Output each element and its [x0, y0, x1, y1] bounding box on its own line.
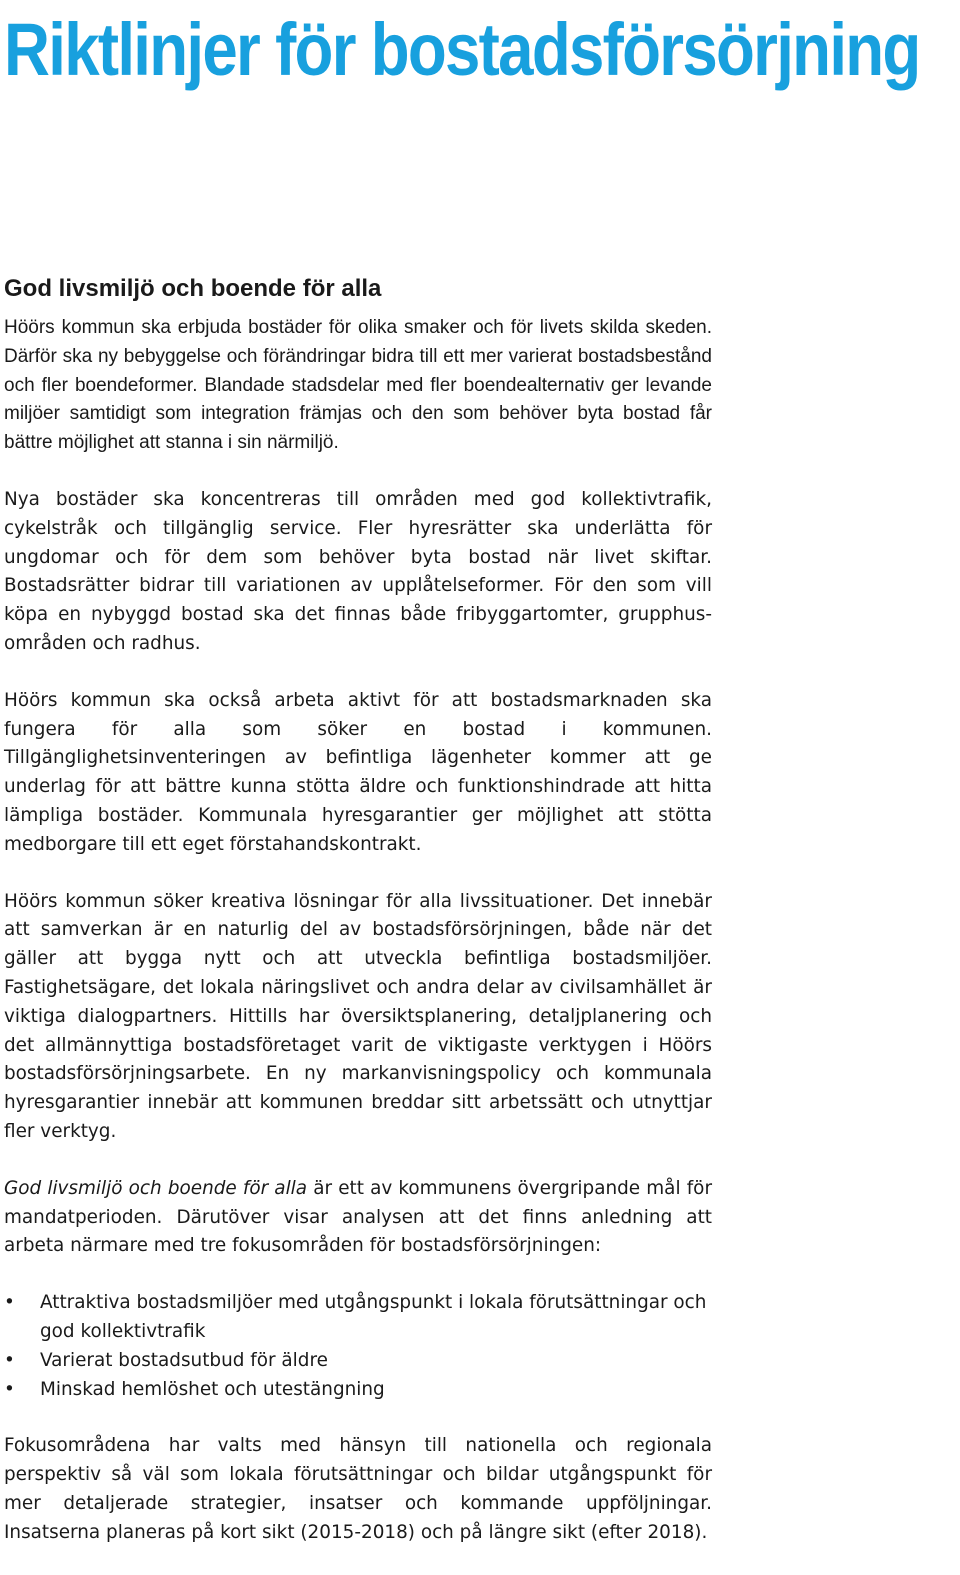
list-item-text: Minskad hemlöshet och utestängning: [40, 1378, 385, 1400]
document-body: [4, 270, 712, 1575]
bullet-icon: •: [4, 1349, 15, 1371]
paragraph-focus-rationale: Fokusområdena har valts med hänsyn till nationella och regionala perspektiv så väl som lokala förutsättningar och bildar utgångspunkt för mer detaljerade strategier, insatser och kommande uppföljningar. Insatserna planeras på kort sikt (2015-2018) och på längre sikt (efter 2018).: [4, 1435, 712, 1543]
document-title: Riktlinjer för bostadsförsörjning: [4, 8, 920, 91]
bullet-icon: •: [4, 1292, 15, 1314]
goal-title-italic: God livsmiljö och boende för alla: [4, 1177, 308, 1199]
list-item: [4, 1376, 712, 1405]
paragraph-goal: [4, 1175, 712, 1261]
paragraph-new-housing: Nya bostäder ska koncentreras till områden med god kollektivtrafik, cykelstråk och tillgänglig service. Fler hyresrätter ska underlätta för ungdomar och för dem som behöver byta bostad när livet skiftar. Bostadsrätter bidrar till variationen av upplåtelseformer. För den som vill köpa en nybyggd bostad ska det finnas både fribyggartomter, grupphus-områden och radhus.: [4, 488, 712, 654]
bullet-icon: •: [4, 1378, 15, 1400]
list-item: [4, 1347, 712, 1376]
list-item-text: Attraktiva bostadsmiljöer med utgångspunkt i lokala förutsättningar och god kollektivtrafik: [40, 1292, 707, 1342]
paragraph-intro: Höörs kommun ska erbjuda bostäder för olika smaker och för livets skilda skeden. Därför ska ny bebyggelse och förändringar bidra till ett mer varierat bostadsbestånd och fler boendeformer. Blandade stadsdelar med fler boendealternativ ger levande miljöer samtidigt som integration främjas och den som behöver byta bostad får bättre möjlighet att stanna i sin närmiljö.: [4, 317, 712, 454]
goal-text: är ett av kommunens övergripande mål för mandatperioden. Därutöver visar analysen att det finns anledning att arbeta närmare med tre fokusområden för bostadsförsörjningen:: [4, 1177, 712, 1257]
paragraph-housing-market: Höörs kommun ska också arbeta aktivt för att bostadsmarknaden ska fungera för alla som söker en bostad i kommunen. Tillgänglighetsinventeringen av befintliga lägenheter kommer att ge underlag för att bättre kunna stötta äldre och funktionshindrade att hitta lämpliga bostäder. Kommunala hyresgarantier ger möjlighet att stötta medborgare till ett eget förstahandskontrakt.: [4, 689, 712, 855]
paragraph-collaboration: Höörs kommun söker kreativa lösningar för alla livssituationer. Det innebär att samverkan är en naturlig del av bostadsförsörjningen, både när det gäller att bygga nytt och att utveckla befintliga bostadsmiljöer. Fastighetsägare, det lokala näringslivet och andra delar av civilsamhället är viktiga dialogpartners. Hittills har översiktsplanering, detaljplanering och det allmännyttiga bostadsföretaget varit de viktigaste verktygen i Höörs bostadsförsörjningsarbete. En ny markanvisningspolicy och kommunala hyresgarantier innebär att kommunen breddar sitt arbetssätt och utnyttjar fler verktyg.: [4, 890, 712, 1142]
section-heading: God livsmiljö och boende för alla: [4, 275, 382, 302]
list-item: [4, 1289, 712, 1347]
focus-area-list: [4, 1289, 712, 1404]
list-item-text: Varierat bostadsutbud för äldre: [40, 1349, 328, 1371]
